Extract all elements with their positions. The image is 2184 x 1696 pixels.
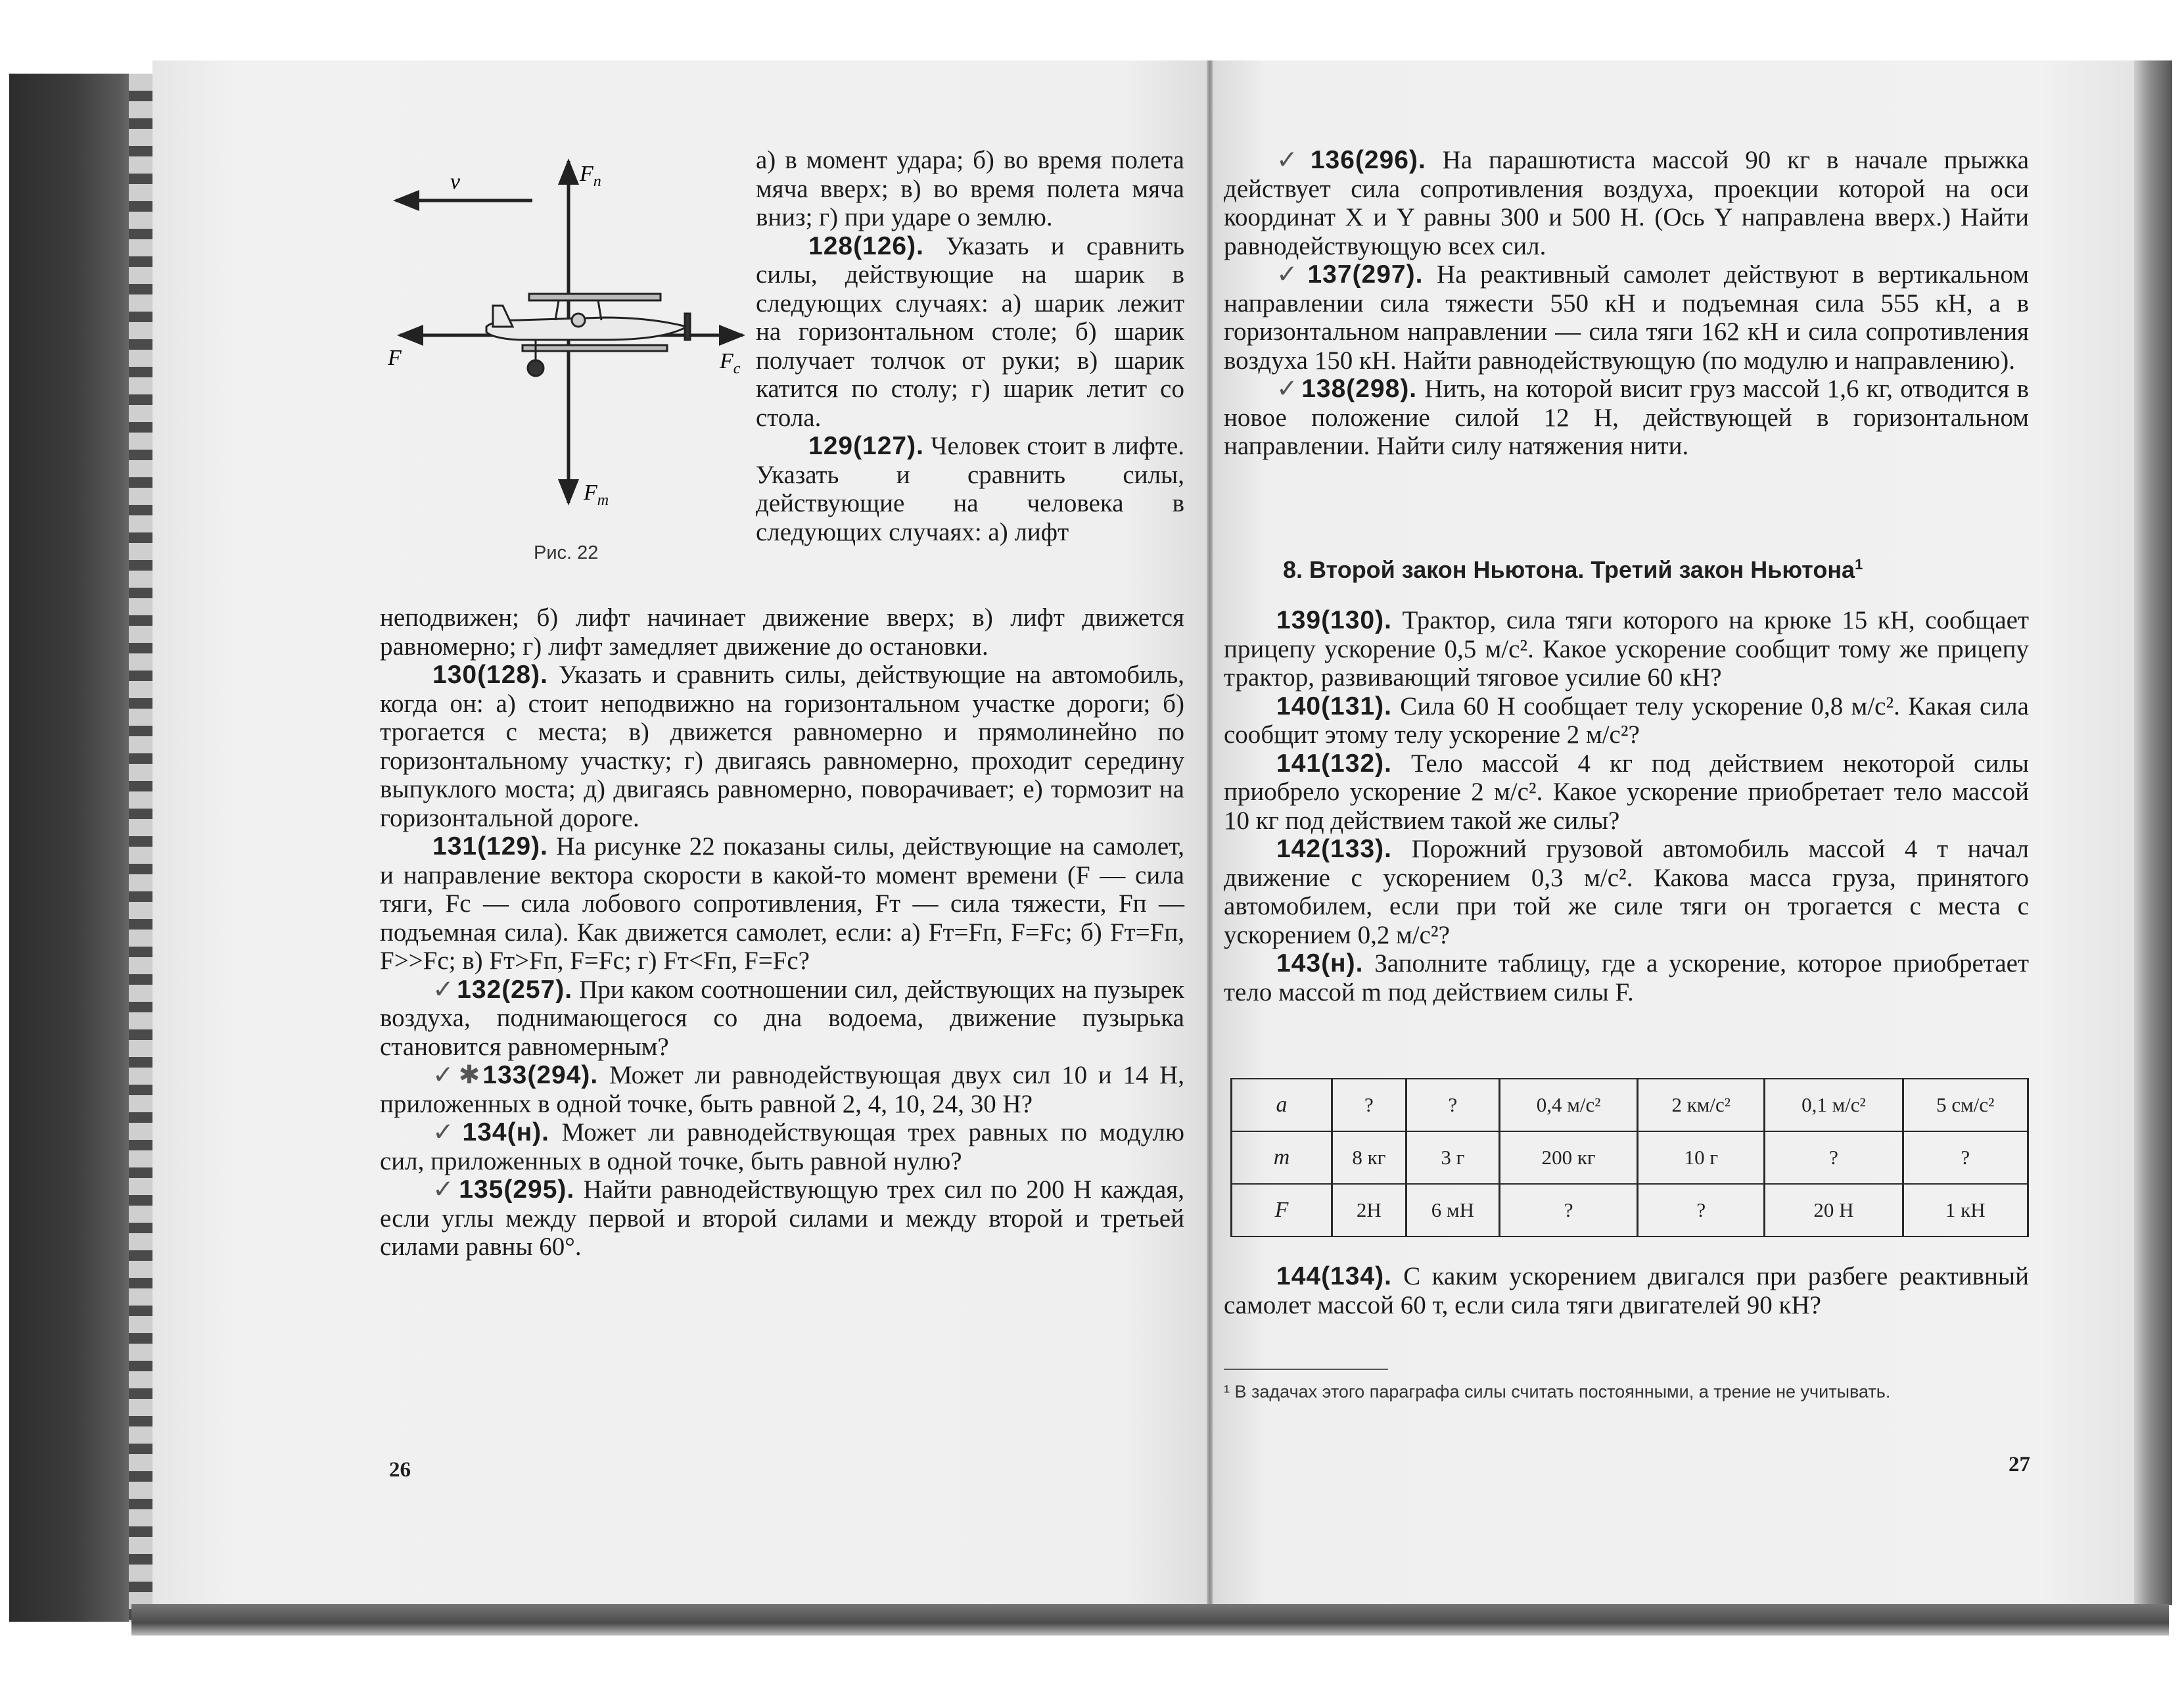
problem-number: 138(298). [1301,375,1418,403]
table-row [1232,1184,2028,1237]
table-cell: 200 кг [1500,1131,1638,1184]
table-cell: 2 км/с² [1638,1079,1765,1131]
thrust-force-label: F [388,346,402,370]
table-cell: ? [1903,1131,2028,1184]
problem-128: 128(126). Указать и сравнить силы, действующие на шарик в следующих случаях: а) шарик лежит на горизонтальном столе; б) шарик получает толчок от руки; в) шарик катится по столу; г) шарик летит со стола. [756,231,1184,432]
table-cell: 10 г [1638,1131,1765,1184]
checkmark-star-icon: ✓✱ [432,1060,480,1090]
table-cell: ? [1638,1184,1765,1237]
right-column-bottom [1224,1262,2029,1319]
right-page-edge [2134,60,2172,1605]
problem-144: 144(134). С каким ускорением двигался при разбеге реактивный самолет массой 60 т, если сила тяги двигателей 90 кН? [1224,1262,2029,1319]
problem-141: 141(132). Тело массой 4 кг под действием некоторой силы приобрело ускорение 2 м/с². Какое ускорение приобретает тело массой 10 кг под действием такой же силы? [1224,749,2029,835]
problem-number: 134(н). [462,1118,549,1146]
problem-number: 132(257). [457,975,573,1004]
table-cell: 2Н [1332,1184,1406,1237]
table-cell: ? [1332,1079,1406,1131]
table-cell: ? [1765,1131,1903,1184]
gravity-force-label: $F_т$ [584,481,609,509]
problem-132: ✓ 132(257). При каком соотношении сил, действующих на пузырек воздуха, поднимающегося со дна водоема, движение пузырька становится равномерным? [380,974,1184,1061]
lift-force-label: $F_п$ [580,162,601,190]
problem-142: 142(133). Порожний грузовой автомобиль массой 4 т начал движение с ускорением 0,3 м/с². Какова масса груза, принятого автомобилем, если при той же силе тяги он трогается с места с ускорением 0,2 м/с²? [1224,835,2029,949]
table-row [1232,1079,2028,1131]
problem-129-continued: неподвижен; б) лифт начинает движение вверх; в) лифт движется равномерно; г) лифт замедляет движение до остановки. [380,603,1184,661]
problem-number: 135(295). [459,1175,575,1204]
problem-number: 130(128). [432,661,548,689]
table-cell: ? [1500,1184,1638,1237]
problem-number: 129(127). [808,432,924,460]
table-cell: 5 см/с² [1903,1079,2028,1131]
footnote-marker: 1 [1855,556,1863,573]
section-title: 8. Второй закон Ньютона. Третий закон Ньютона$^1$ [1283,556,1863,583]
table-row [1232,1131,2028,1184]
airplane-icon [486,294,690,376]
left-column-narrow [756,146,1184,546]
checkmark-icon: ✓ [1276,374,1299,404]
problem-number: 144(134). [1276,1262,1392,1290]
table-cell: a [1232,1079,1332,1131]
table-cell: m [1232,1131,1332,1184]
table-cell: 1 кН [1903,1184,2028,1237]
problem-135: ✓ 135(295). Найти равнодействующую трех сил по 200 Н каждая, если углы между первой и второй силами и между второй и третьей силами равны 60°. [380,1175,1184,1261]
checkmark-icon: ✓ [432,974,455,1004]
page-number-left: 26 [389,1458,411,1482]
drag-force-label: $F_c$ [720,349,741,377]
problem-number: 133(294). [482,1061,599,1089]
problem-number: 137(297). [1307,260,1424,289]
table-cell: 3 г [1406,1131,1499,1184]
page-number-right: 27 [2009,1453,2030,1476]
problem-131: 131(129). На рисунке 22 показаны силы, действующие на самолет, и направление вектора скорости в какой-то момент времени (F — сила тяги, Fc — сила лобового сопротивления, Fт — сила тяжести, Fп — подъемная сила). Как движется самолет, если: а) Fт=Fп, F=Fc; б) Fт=Fп, F>>Fc; в) Fт>Fп, F=Fc; г) Fт<Fп, F=Fc? [380,832,1184,975]
footnote-divider [1224,1369,1388,1370]
problem-143: 143(н). Заполните таблицу, где a ускорение, которое приобретает тело массой m под действием силы F. [1224,949,2029,1006]
checkmark-icon: ✓ [1276,145,1308,175]
table-cell: 8 кг [1332,1131,1406,1184]
table-cell: F [1232,1184,1332,1237]
problem-130: 130(128). Указать и сравнить силы, действующие на автомобиль, когда он: а) стоит неподвижно на горизонтальном участке дороги; б) трогается с места; в) движется равномерно и прямолинейно по горизонтальному участку; г) двигаясь равномерно, проходит середину выпуклого моста; д) двигаясь равномерно, поворачивает; е) тормозит на горизонтальной дороге. [380,661,1184,832]
book-binding-shadow [9,74,149,1622]
left-column-full [380,603,1184,1261]
book-bottom-edge [131,1604,2169,1636]
problem-number: 131(129). [432,832,548,860]
footnote: ¹ В задачах этого параграфа силы считать постоянными, а трение не учитывать. [1224,1382,1891,1402]
problem-number: 140(131). [1276,692,1392,720]
problem-134: ✓ 134(н). Может ли равнодействующая трех равных по модулю сил, приложенных в одной точке, быть равной нулю? [380,1118,1184,1175]
table-cell: 6 мН [1406,1184,1499,1237]
table-cell: 20 Н [1765,1184,1903,1237]
velocity-label: v [450,170,461,194]
problem-136: ✓ 136(296). На парашютиста массой 90 кг в начале прыжка действует сила сопротивления воздуха, проекции которой на оси координат X и Y равны 300 и 500 Н. (Ось Y направлена вверх.) Найти равнодействующую всех сил. [1224,145,2029,260]
table-cell: ? [1406,1079,1499,1131]
problem-139: 139(130). Трактор, сила тяги которого на крюке 15 кН, сообщает прицепу ускорение 0,5 м/с². Какое ускорение сообщит тому же прицепу трактор, развивающий тяговое усилие 60 кН? [1224,606,2029,692]
book-gutter [1207,60,1213,1605]
problem-number: 143(н). [1276,949,1364,978]
right-column-top [1224,146,2029,461]
problem-137: ✓ 137(297). На реактивный самолет действуют в вертикальном направлении сила тяжести 550 кН и подъемная сила 555 кН, а в горизонтальном направлении — сила тяги 162 кН и сила сопротивления воздуха 150 кН. Найти равнодействующую (по модулю и направлению). [1224,260,2029,375]
problem-number: 128(126). [808,231,924,260]
problem-number: 142(133). [1276,835,1392,863]
checkmark-icon: ✓ [432,1175,457,1204]
figure-caption: Рис. 22 [534,542,599,563]
problem-number: 136(296). [1310,146,1426,174]
problem-127-tail: а) в момент удара; б) во время полета мяча вверх; в) во время полета мяча вниз; г) при ударе о землю. [756,146,1184,231]
problem-number: 141(132). [1276,749,1392,778]
problem-138: ✓ 138(298). Нить, на которой висит груз массой 1,6 кг, отводится в новое положение силой 12 Н, действующей в горизонтальном направлении. Найти силу натяжения нити. [1224,374,2029,460]
problem-number: 139(130). [1276,606,1392,634]
figure-22-force-diagram [388,148,756,516]
problem-140: 140(131). Сила 60 Н сообщает телу ускорение 0,8 м/с². Какая сила сообщит этому телу ускорение 2 м/с²? [1224,692,2029,749]
table-cell: 0,4 м/с² [1500,1079,1638,1131]
acceleration-table [1230,1078,2029,1237]
book-binding-edge [129,74,152,1622]
problem-129: 129(127). Человек стоит в лифте. Указать и сравнить силы, действующие на человека в следующих случаях: а) лифт [756,432,1184,546]
checkmark-icon: ✓ [1276,260,1305,289]
checkmark-icon: ✓ [432,1118,460,1147]
table-cell: 0,1 м/с² [1765,1079,1903,1131]
right-column-section [1224,606,2029,1006]
problem-133: ✓✱ 133(294). Может ли равнодействующая двух сил 10 и 14 Н, приложенных в одной точке, быть равной 2, 4, 10, 24, 30 Н? [380,1060,1184,1118]
